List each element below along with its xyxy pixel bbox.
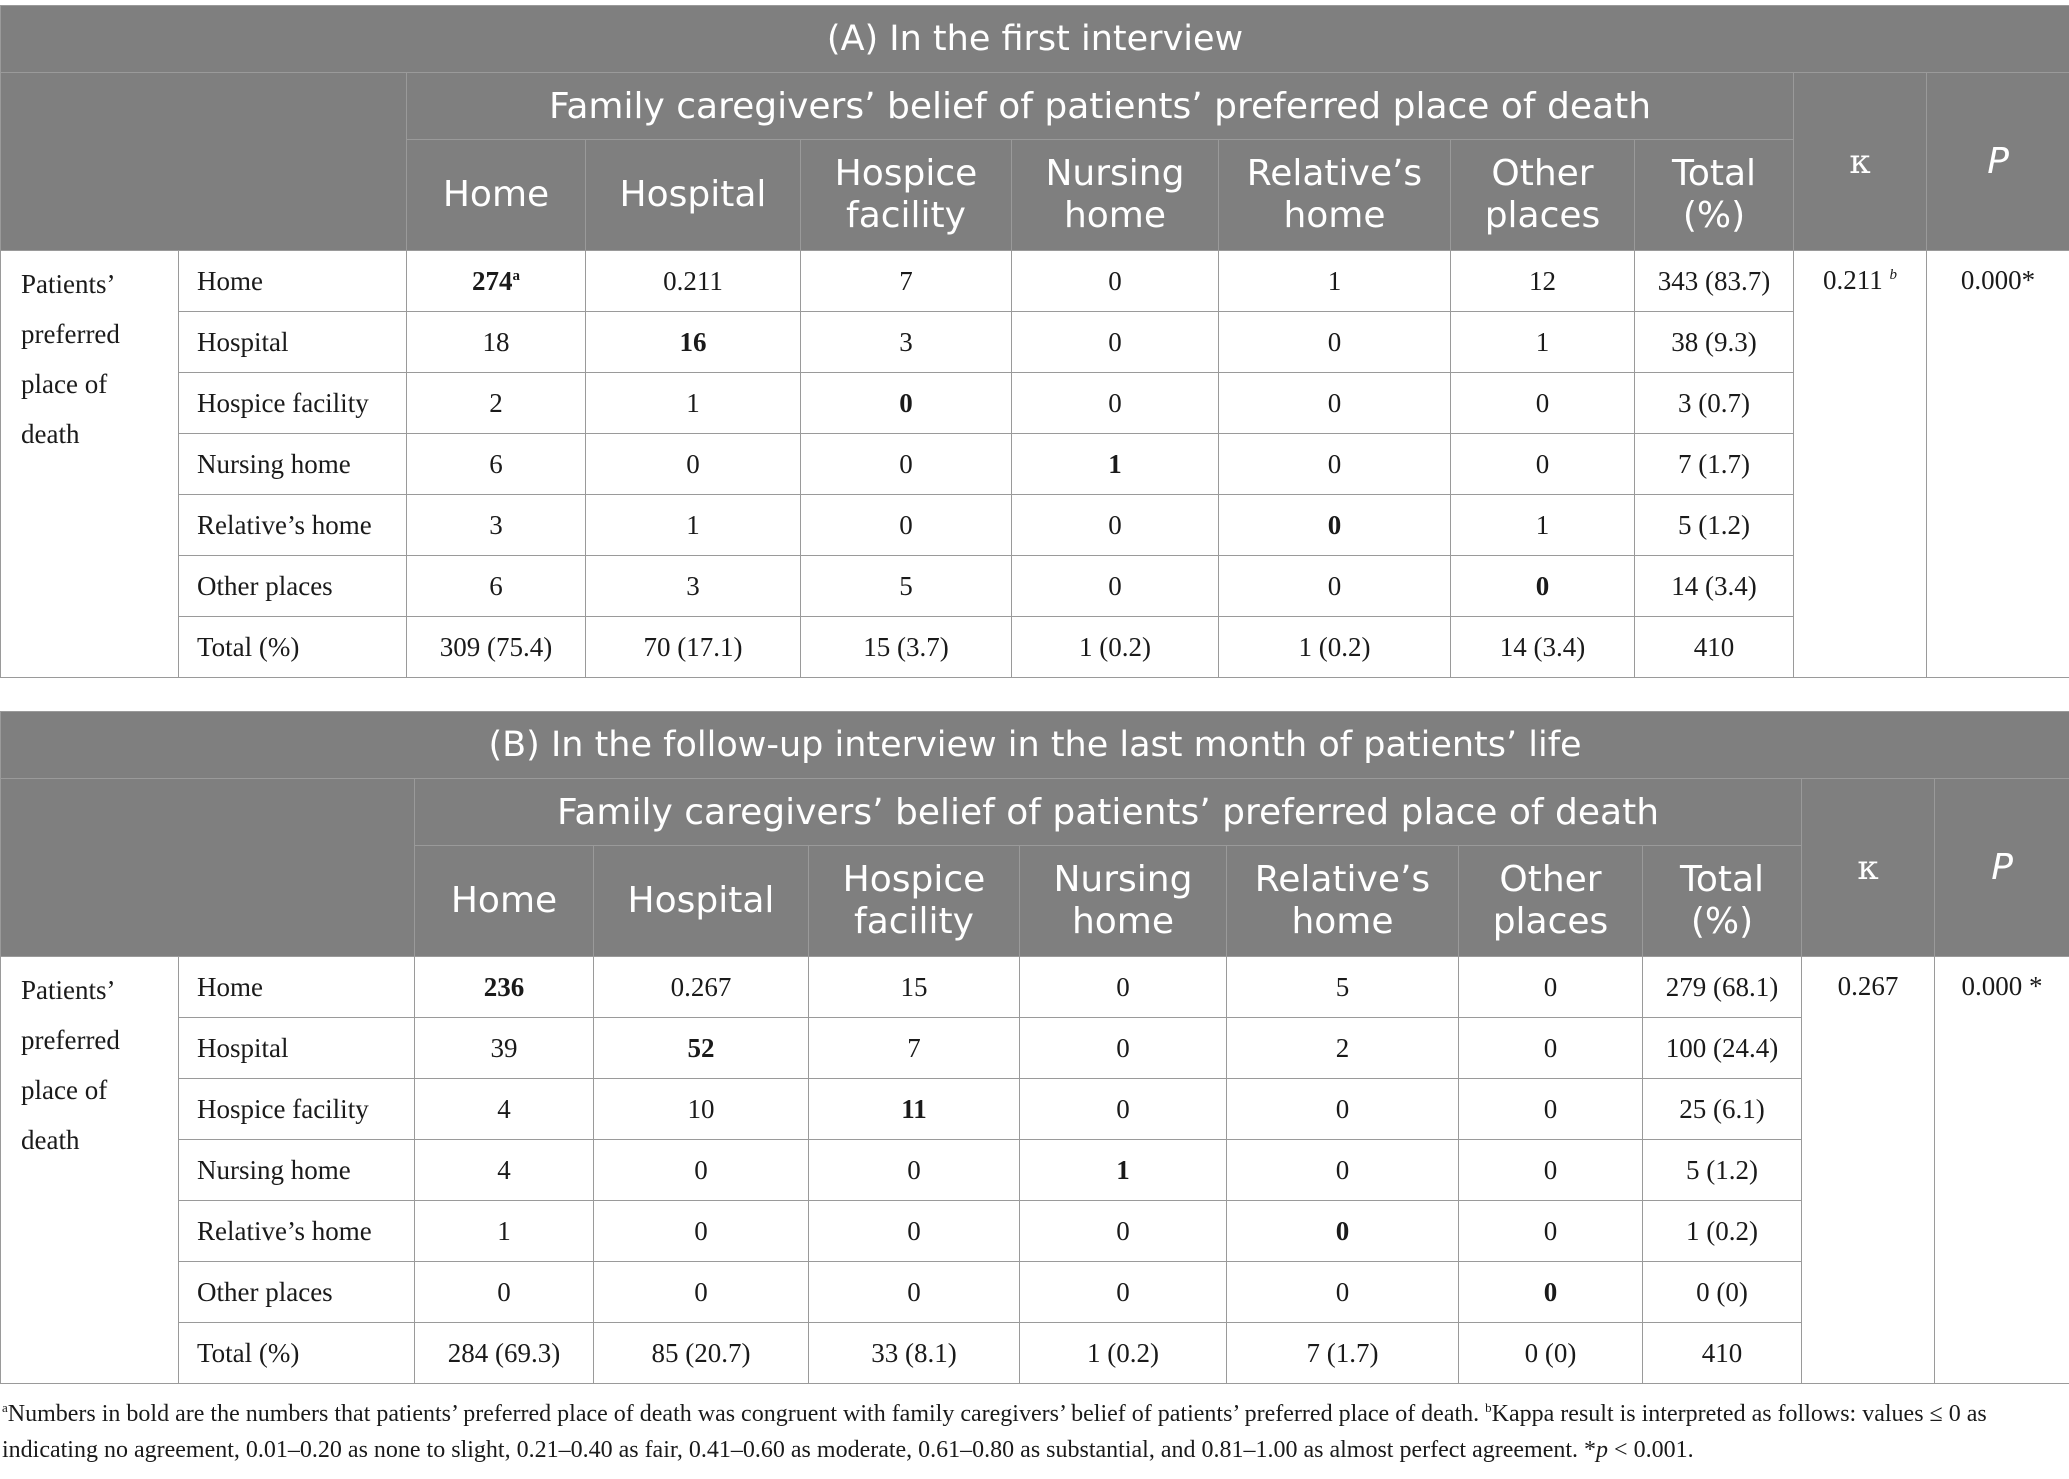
row-label: Other places — [179, 556, 407, 617]
row-label: Relative’s home — [179, 495, 407, 556]
cell-congruent: 0 — [1459, 1262, 1643, 1323]
cell: 0 — [1020, 1201, 1227, 1262]
cell: 0 — [809, 1262, 1020, 1323]
group-header: Family caregivers’ belief of patients’ preferred place of death — [415, 779, 1802, 846]
footnote-a-text: Numbers in bold are the numbers that patients’ preferred place of death was congruent with family caregivers’ belief of patients’ preferred place of death. — [7, 1401, 1480, 1427]
cell: 1 — [1451, 312, 1635, 373]
cell: 7 — [809, 1018, 1020, 1079]
cell: 0 — [1012, 495, 1219, 556]
table-row — [1, 556, 2069, 617]
footnote-b-marker: b — [1485, 1400, 1492, 1415]
cell-congruent: 0 — [1219, 495, 1451, 556]
table-row — [1, 1201, 2069, 1262]
cell-congruent: 52 — [594, 1018, 809, 1079]
cell: 0 (0) — [1459, 1323, 1643, 1384]
cell: 0 — [801, 434, 1012, 495]
cell: 0 — [1219, 312, 1451, 373]
cell-total: 0 (0) — [1643, 1262, 1802, 1323]
kappa-header: κ — [1794, 73, 1927, 251]
cell: 0 — [1012, 251, 1219, 312]
col-header-hospital: Hospital — [586, 140, 801, 251]
group-header: Family caregivers’ belief of patients’ preferred place of death — [407, 73, 1794, 140]
row-group-label: Patients’ preferred place of death — [1, 251, 179, 678]
col-header-hospice: Hospice facility — [801, 140, 1012, 251]
p-value: 0.000* — [1927, 251, 2069, 678]
table-row — [1, 251, 2069, 312]
col-header-home: Home — [407, 140, 586, 251]
col-header-other: Other places — [1459, 846, 1643, 957]
cell: 2 — [1227, 1018, 1459, 1079]
cell-total: 25 (6.1) — [1643, 1079, 1802, 1140]
cell: 284 (69.3) — [415, 1323, 594, 1384]
cell: 1 — [586, 495, 801, 556]
cell: 0 — [586, 434, 801, 495]
table-first-interview — [0, 5, 2069, 678]
table-row-total — [1, 617, 2069, 678]
cell: 0 — [1227, 1079, 1459, 1140]
cell: 0 — [1227, 1140, 1459, 1201]
table-row — [1, 1140, 2069, 1201]
cell-total: 279 (68.1) — [1643, 957, 1802, 1018]
cell: 0 — [1227, 1262, 1459, 1323]
cell: 0 — [1219, 373, 1451, 434]
cell: 0.267 — [594, 957, 809, 1018]
p-header: P — [1927, 73, 2069, 251]
cell-total: 410 — [1635, 617, 1794, 678]
row-label: Total (%) — [179, 1323, 415, 1384]
table-row — [1, 373, 2069, 434]
col-header-home: Home — [415, 846, 594, 957]
table-row — [1, 1018, 2069, 1079]
cell: 70 (17.1) — [586, 617, 801, 678]
table-row — [1, 1079, 2069, 1140]
cell-total: 1 (0.2) — [1643, 1201, 1802, 1262]
cell-total: 3 (0.7) — [1635, 373, 1794, 434]
table-row — [1, 957, 2069, 1018]
col-header-total: Total (%) — [1643, 846, 1802, 957]
cell-total: 7 (1.7) — [1635, 434, 1794, 495]
cell: 1 — [1451, 495, 1635, 556]
cell: 15 — [809, 957, 1020, 1018]
cell: 1 — [1219, 251, 1451, 312]
cell: 0 — [1459, 1201, 1643, 1262]
cell-congruent: 11 — [809, 1079, 1020, 1140]
row-label: Hospital — [179, 312, 407, 373]
cell: 5 — [801, 556, 1012, 617]
cell: 18 — [407, 312, 586, 373]
cell: 2 — [407, 373, 586, 434]
kappa-header: κ — [1802, 779, 1935, 957]
col-header-total: Total (%) — [1635, 140, 1794, 251]
cell-congruent: 236 — [415, 957, 594, 1018]
cell-congruent: 1 — [1012, 434, 1219, 495]
cell: 6 — [407, 556, 586, 617]
row-label: Other places — [179, 1262, 415, 1323]
cell: 0 — [1459, 1140, 1643, 1201]
p-value: 0.000 * — [1935, 957, 2069, 1384]
cell: 7 (1.7) — [1227, 1323, 1459, 1384]
cell: 0 — [801, 495, 1012, 556]
cell: 0 — [1219, 434, 1451, 495]
cell: 15 (3.7) — [801, 617, 1012, 678]
cell: 0 — [594, 1140, 809, 1201]
col-header-hospital: Hospital — [594, 846, 809, 957]
cell: 85 (20.7) — [594, 1323, 809, 1384]
cell: 0 — [1012, 373, 1219, 434]
cell: 39 — [415, 1018, 594, 1079]
cell: 10 — [594, 1079, 809, 1140]
cell-congruent: 0 — [1451, 556, 1635, 617]
cell-total: 38 (9.3) — [1635, 312, 1794, 373]
footnote-a-marker: a — [2, 1400, 8, 1415]
cell: 309 (75.4) — [407, 617, 586, 678]
row-label: Home — [179, 251, 407, 312]
cell-congruent: 16 — [586, 312, 801, 373]
footnote-star: * — [1584, 1437, 1597, 1463]
cell-total: 410 — [1643, 1323, 1802, 1384]
cell-congruent: 1 — [1020, 1140, 1227, 1201]
cell-total: 100 (24.4) — [1643, 1018, 1802, 1079]
cell: 6 — [407, 434, 586, 495]
col-header-relative: Relative’s home — [1219, 140, 1451, 251]
row-label: Nursing home — [179, 434, 407, 495]
cell: 0 — [1020, 1018, 1227, 1079]
cell-total: 343 (83.7) — [1635, 251, 1794, 312]
col-header-nursing: Nursing home — [1020, 846, 1227, 957]
cell-congruent: 274$^a$ — [407, 251, 586, 312]
row-group-label: Patients’ preferred place of death — [1, 957, 179, 1384]
cell: 0 — [415, 1262, 594, 1323]
table-footnote — [2, 1396, 2067, 1468]
cell: 0 — [1459, 957, 1643, 1018]
p-header: P — [1935, 779, 2069, 957]
table-row — [1, 434, 2069, 495]
table-follow-up-interview — [0, 711, 2069, 1384]
table-title: (A) In the first interview — [1, 6, 2069, 73]
kappa-value: 0.211 $^b$ — [1794, 251, 1927, 678]
footnote-p-symbol: p — [1596, 1437, 1609, 1463]
col-header-other: Other places — [1451, 140, 1635, 251]
cell: 3 — [586, 556, 801, 617]
cell: 3 — [407, 495, 586, 556]
cell: 3 — [801, 312, 1012, 373]
cell: 0 — [809, 1140, 1020, 1201]
cell: 0 — [594, 1201, 809, 1262]
cell-total: 5 (1.2) — [1635, 495, 1794, 556]
cell: 0 — [1020, 957, 1227, 1018]
row-label: Home — [179, 957, 415, 1018]
row-label: Hospital — [179, 1018, 415, 1079]
col-header-hospice: Hospice facility — [809, 846, 1020, 957]
table-title: (B) In the follow-up interview in the last month of patients’ life — [1, 712, 2069, 779]
cell: 0 — [1012, 312, 1219, 373]
table-row — [1, 495, 2069, 556]
col-header-relative: Relative’s home — [1227, 846, 1459, 957]
table-row — [1, 1262, 2069, 1323]
cell: 0 — [1459, 1079, 1643, 1140]
kappa-value: 0.267 — [1802, 957, 1935, 1384]
col-header-nursing: Nursing home — [1012, 140, 1219, 251]
cell: 0.211 — [586, 251, 801, 312]
cell: 7 — [801, 251, 1012, 312]
cell: 0 — [1012, 556, 1219, 617]
row-label: Total (%) — [179, 617, 407, 678]
table-row-total — [1, 1323, 2069, 1384]
cell: 0 — [1020, 1079, 1227, 1140]
cell: 0 — [1219, 556, 1451, 617]
cell-congruent: 0 — [801, 373, 1012, 434]
footnote-p-condition: < 0.001. — [1608, 1437, 1694, 1463]
cell: 1 (0.2) — [1012, 617, 1219, 678]
cell-total: 14 (3.4) — [1635, 556, 1794, 617]
footnote-b-text: Kappa result is interpreted as follows: values ≤ 0 as indicating no agreement, 0.01–0.20 as none to slight, 0.21–0.40 as fair, 0.41–0.60 as moderate, 0.61–0.80 as substantial, and 0.81–1.00 as almost perfect agreement. — [2, 1401, 1987, 1463]
table-row — [1, 312, 2069, 373]
cell: 0 — [594, 1262, 809, 1323]
row-label: Relative’s home — [179, 1201, 415, 1262]
cell: 4 — [415, 1079, 594, 1140]
cell: 14 (3.4) — [1451, 617, 1635, 678]
row-label: Hospice facility — [179, 1079, 415, 1140]
cell: 0 — [809, 1201, 1020, 1262]
cell: 0 — [1459, 1018, 1643, 1079]
cell: 0 — [1020, 1262, 1227, 1323]
cell: 0 — [1451, 434, 1635, 495]
cell: 12 — [1451, 251, 1635, 312]
cell: 1 — [415, 1201, 594, 1262]
header-blank — [1, 779, 415, 957]
cell: 1 (0.2) — [1020, 1323, 1227, 1384]
cell: 0 — [1451, 373, 1635, 434]
cell: 5 — [1227, 957, 1459, 1018]
row-label: Nursing home — [179, 1140, 415, 1201]
cell: 1 (0.2) — [1219, 617, 1451, 678]
cell-total: 5 (1.2) — [1643, 1140, 1802, 1201]
cell: 33 (8.1) — [809, 1323, 1020, 1384]
row-label: Hospice facility — [179, 373, 407, 434]
cell: 4 — [415, 1140, 594, 1201]
cell-congruent: 0 — [1227, 1201, 1459, 1262]
cell: 1 — [586, 373, 801, 434]
header-blank — [1, 73, 407, 251]
